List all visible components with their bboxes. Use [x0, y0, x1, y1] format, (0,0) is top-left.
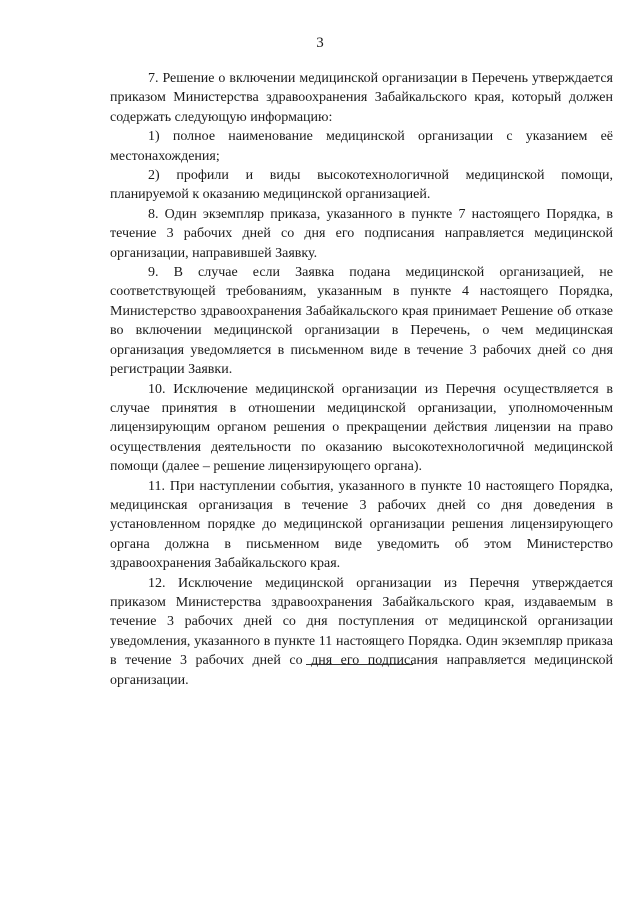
paragraph-7: 7. Решение о включении медицинской организации в Перечень утверждается приказом Министерства здравоохранения Забайкальского края, который должен содержать следующую информацию: [110, 71, 613, 125]
paragraph-7-item-2: 2) профили и виды высокотехнологичной медицинской помощи, планируемой к оказанию медицинской организацией. [110, 168, 613, 203]
paragraph-7-item-1: 1) полное наименование медицинской организации с указанием её местонахождения; [110, 129, 613, 164]
document-body [110, 69, 613, 690]
paragraph-8: 8. Один экземпляр приказа, указанного в пункте 7 настоящего Порядка, в течение 3 рабочих дней со дня его подписания направляется медицинской организации, направившей Заявку. [110, 206, 613, 261]
end-divider-line [306, 664, 413, 665]
page-number: 3 [316, 35, 324, 51]
paragraph-12: 12. Исключение медицинской организации из Перечня утверждается приказом Министерства здравоохранения Забайкальского края, издаваемым в течение 3 рабочих дней со дня поступления от медицинской организации уведомления, указанного в пункте 11 настоящего Порядка. Один экземпляр приказа в течение 3 рабочих дней со дня его подписания направляется медицинской организации. [110, 575, 613, 688]
paragraph-10: 10. Исключение медицинской организации из Перечня осуществляется в случае принятия в отношении медицинской организации, уполномоченным лицензирующим органом решения о прекращении действия лицензии на право осуществления деятельности по оказанию высокотехнологичной медицинской помощи (далее – решение лицензирующего органа). [110, 381, 613, 475]
paragraph-9: 9. В случае если Заявка подана медицинской организацией, не соответствующей требованиям, указанным в пункте 4 настоящего Порядка, Министерство здравоохранения Забайкальского края принимает Решение об отказе во включении медицинской организации в Перечень, о чем медицинская организация уведомляется в письменном виде в течение 3 рабочих дней со дня регистрации Заявки. [110, 265, 613, 378]
paragraph-11: 11. При наступлении события, указанного в пункте 10 настоящего Порядка, медицинская организация в течение 3 рабочих дней со дня доведения в установленном порядке до медицинской организации решения лицензирующего органа должна в письменном виде уведомить об этом Министерство здравоохранения Забайкальского края. [110, 478, 613, 572]
